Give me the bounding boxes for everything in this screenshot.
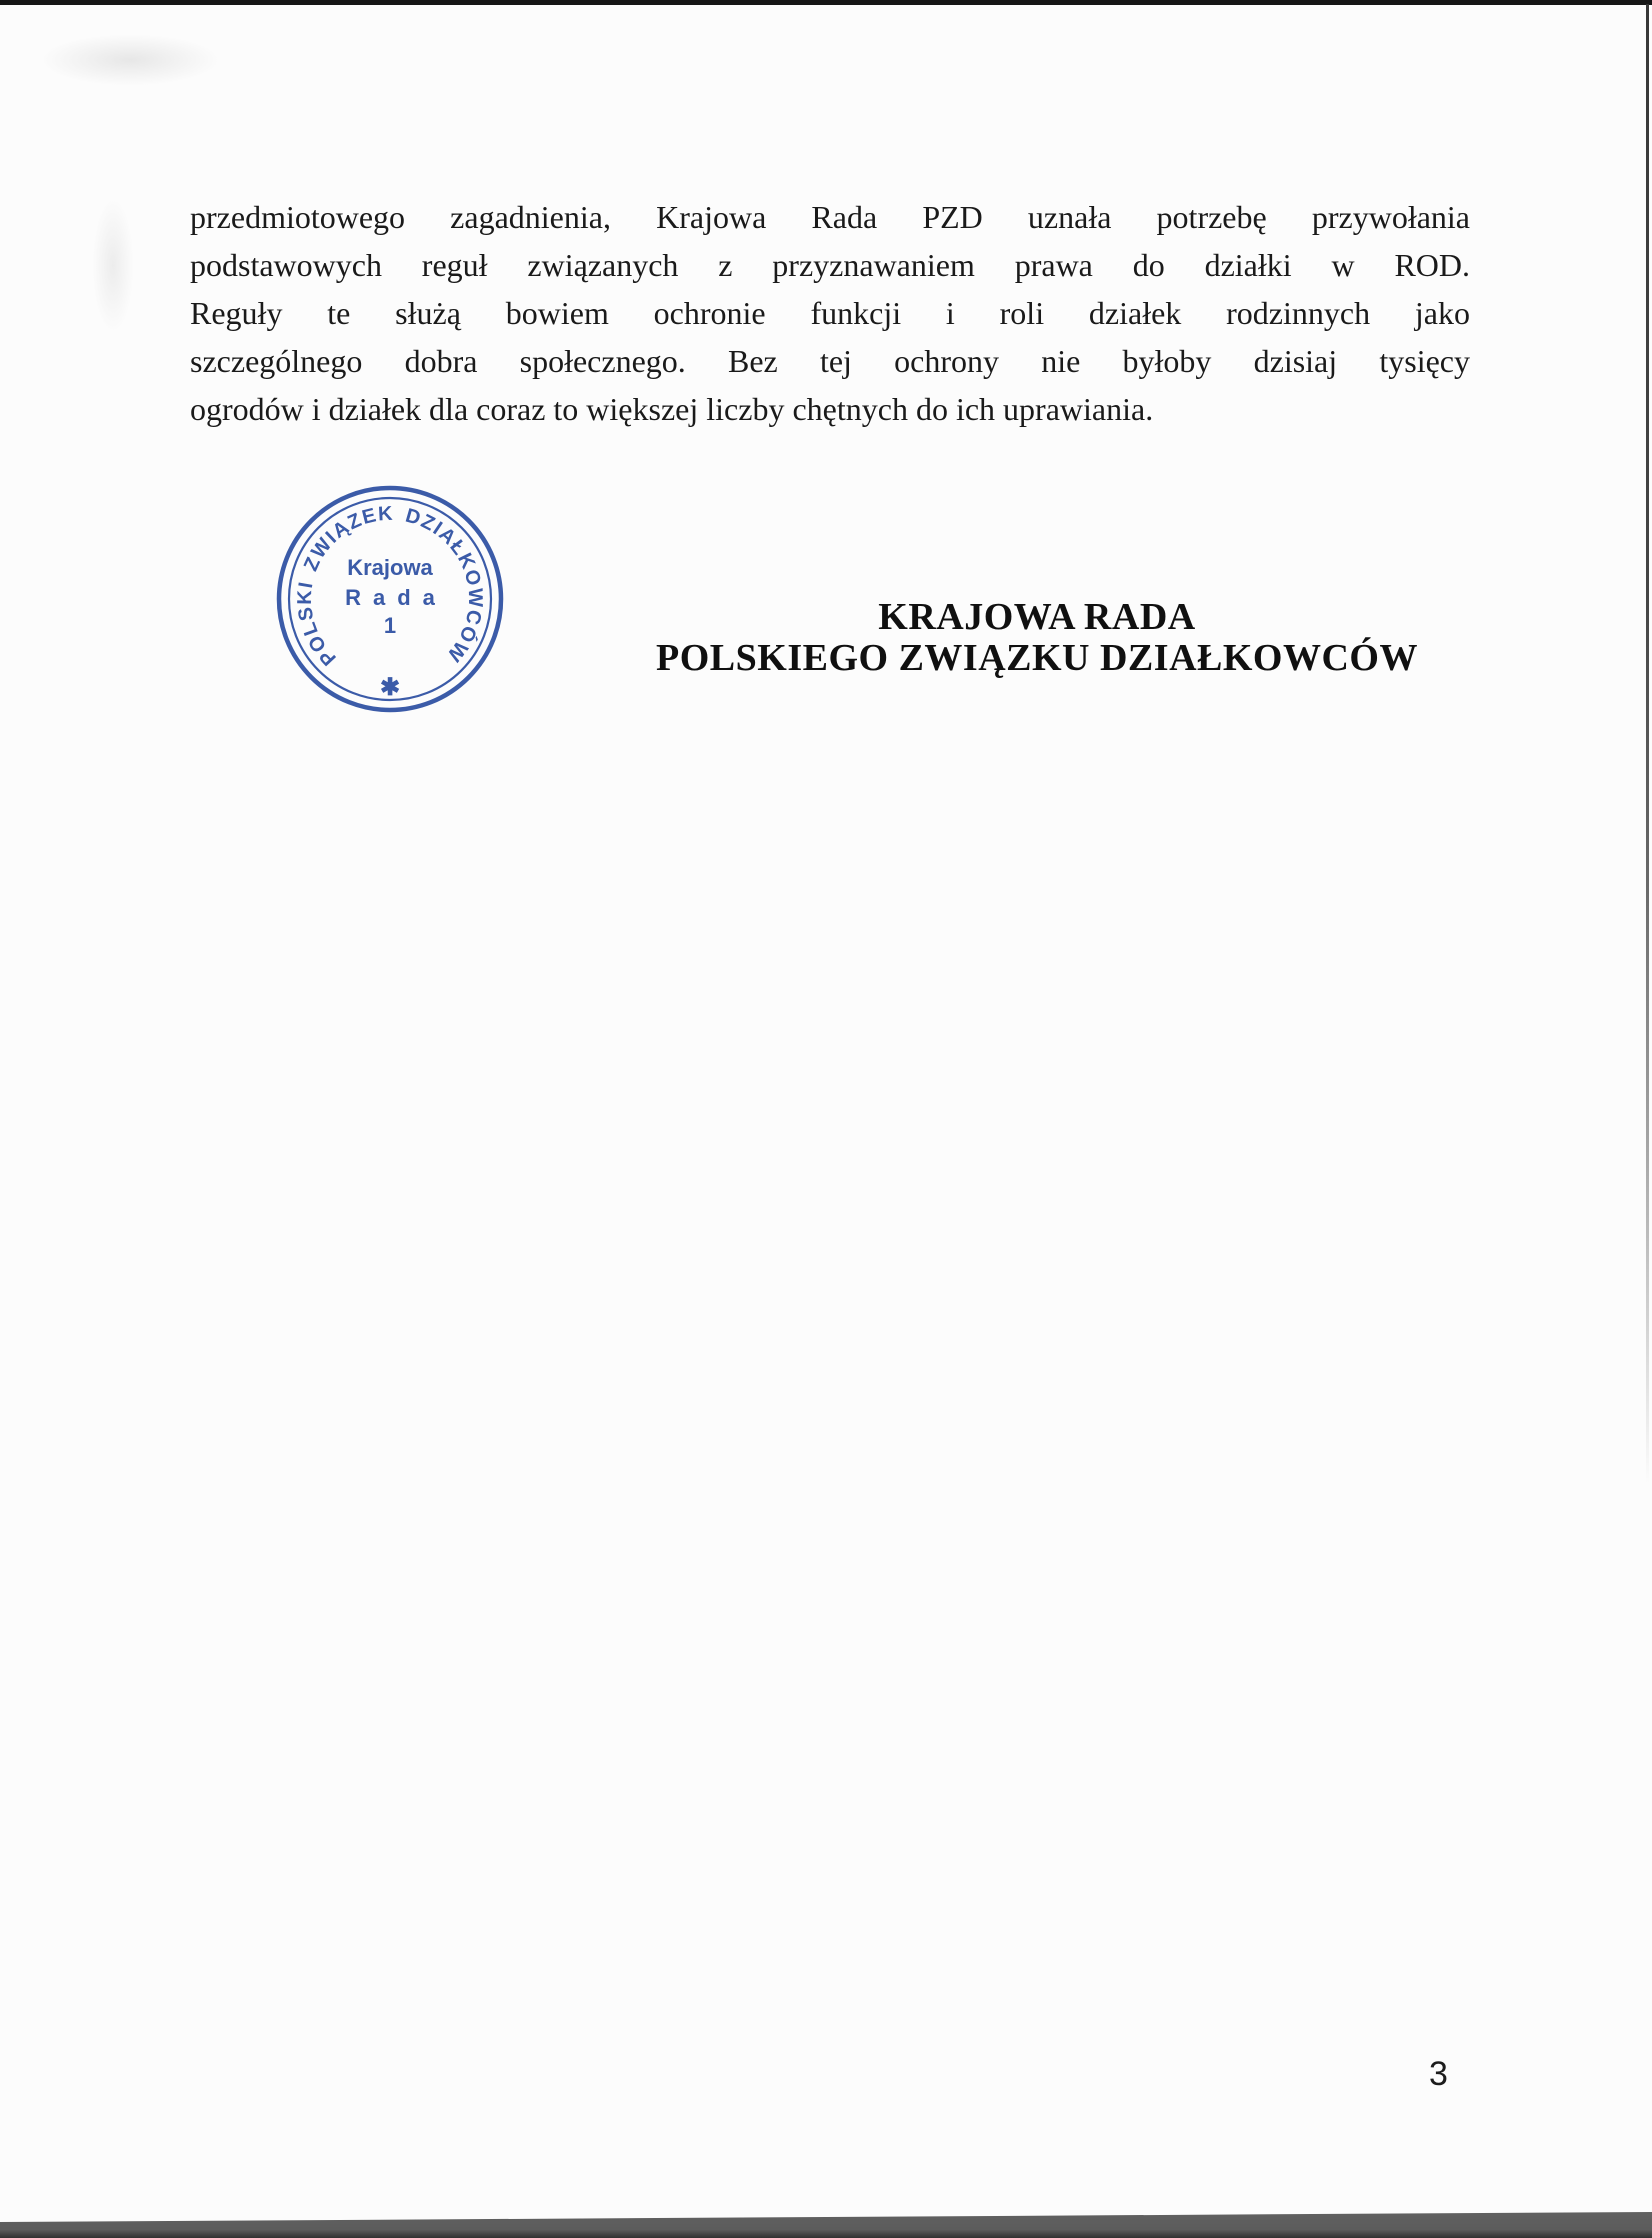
stamp-ring-text: POLSKI ZWIĄZEK DZIAŁKOWCÓW: [293, 502, 487, 670]
paragraph-line: podstawowych reguł związanych z przyznawaniem prawa do działki w ROD.: [190, 247, 1470, 283]
scan-artifact-top-bar: [0, 0, 1652, 5]
page-number: 3: [1429, 2055, 1448, 2093]
scan-artifact-right-edge-line: [1646, 4, 1649, 1484]
scan-artifact-bottom-bar: [0, 2210, 1652, 2238]
signature-line-1: KRAJOWA RADA: [878, 596, 1196, 638]
stamp-center-text-rada: Rada: [345, 585, 447, 610]
scan-smudge: [92, 198, 134, 333]
signature-line-2: POLSKIEGO ZWIĄZKU DZIAŁKOWCÓW: [656, 637, 1418, 679]
stamp-star-icon: ✱: [379, 674, 401, 701]
paragraph-line: ogrodów i działek dla coraz to większej liczby chętnych do ich uprawiania.: [190, 391, 1154, 427]
scan-smudge: [40, 34, 220, 86]
paragraph-line: Reguły te służą bowiem ochronie funkcji i roli działek rodzinnych jako: [190, 295, 1470, 331]
paragraph-line: przedmiotowego zagadnienia, Krajowa Rada PZD uznała potrzebę przywołania: [190, 199, 1470, 235]
paragraph-line: szczególnego dobra społecznego. Bez tej ochrony nie byłoby dzisiaj tysięcy: [190, 343, 1470, 379]
signature-block: [527, 597, 1547, 679]
body-paragraph: [190, 193, 1470, 433]
pzd-round-ink-stamp: [270, 479, 510, 719]
stamp-center-text-number: 1: [383, 613, 397, 638]
stamp-center-text-krajowa: Krajowa: [347, 555, 433, 580]
